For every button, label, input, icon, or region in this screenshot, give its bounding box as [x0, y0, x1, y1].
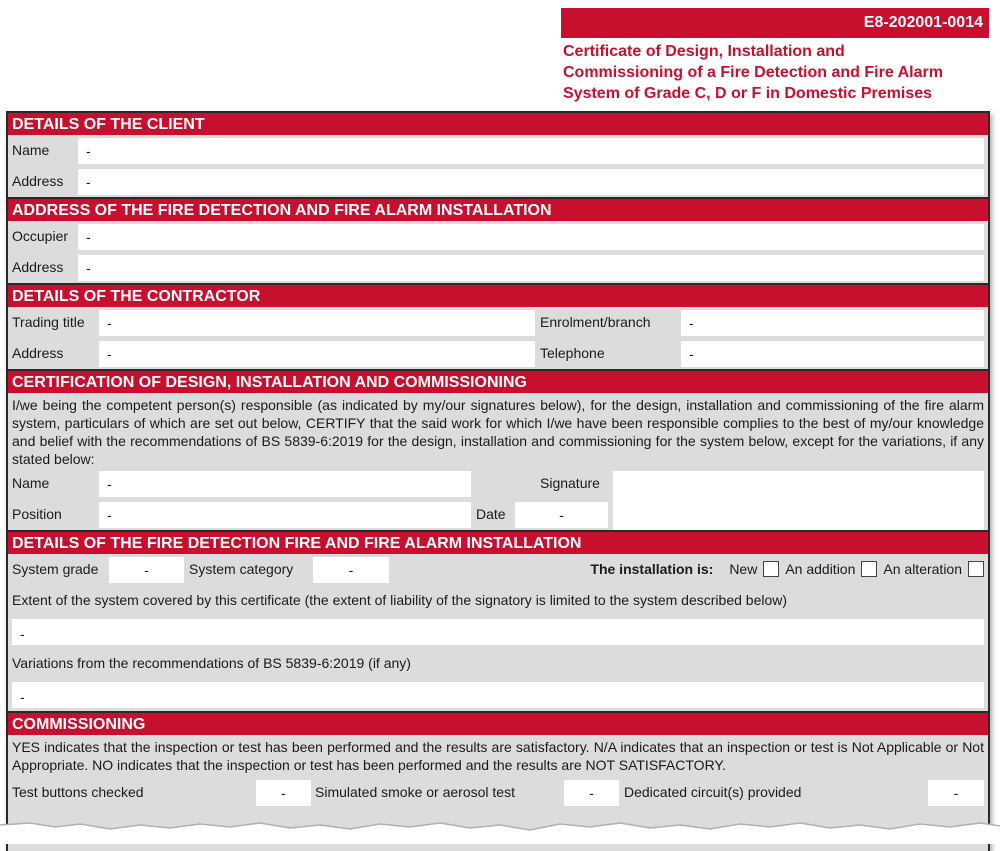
enrolment-label: Enrolment/branch [540, 314, 651, 330]
certificate-form [6, 111, 990, 851]
extent-field[interactable]: - [12, 619, 984, 645]
client-name-row [8, 135, 988, 166]
section-installation-heading: DETAILS OF THE FIRE DETECTION FIRE AND FIRE ALARM INSTALLATION [8, 530, 988, 554]
commissioning-item-value[interactable]: - [928, 780, 984, 806]
signature-label: Signature [540, 475, 600, 491]
client-address-row [8, 166, 988, 197]
section-contractor-heading: DETAILS OF THE CONTRACTOR [8, 283, 988, 307]
signature-field[interactable] [613, 471, 984, 530]
trading-title-field[interactable]: - [99, 310, 535, 336]
variations-label: Variations from the recommendations of BS 5839-6:2019 (if any) [12, 655, 411, 671]
position-label: Position [12, 506, 62, 522]
installation-address-field[interactable]: - [78, 255, 984, 281]
section-client-heading: DETAILS OF THE CLIENT [8, 113, 988, 135]
system-category-label: System category [189, 561, 294, 577]
contractor-address-label: Address [12, 345, 64, 361]
commissioning-item-label: Dedicated circuit(s) provided [624, 784, 802, 800]
client-name-label: Name [12, 142, 50, 158]
title-line: Commissioning of a Fire Detection and Fire Alarm [563, 64, 943, 81]
option-addition-label: An addition [785, 561, 856, 577]
contractor-row-2 [8, 338, 988, 369]
option-alteration-label: An alteration [883, 561, 962, 577]
title-line: Certificate of Design, Installation and [563, 43, 845, 60]
installation-address-label: Address [12, 259, 64, 275]
date-field[interactable]: - [515, 502, 608, 528]
certification-statement: I/we being the competent person(s) responsible (as indicated by my/our signatures below), for the design, installation and commissioning of the fire alarm system, particulars of which are set out below, CERTIFY that the said work for which I/we have been responsible complies to the best of my/our knowledge and belief with the recommendations of BS 5839-6:2019 for the design, installation and commissioning for the system below, except for the variations, if any stated below: [12, 397, 984, 467]
telephone-label: Telephone [540, 345, 605, 361]
installation-address-row [8, 252, 988, 283]
extent-label: Extent of the system covered by this certificate (the extent of liability of the signatory is limited to the system described below) [12, 592, 788, 608]
client-address-field[interactable]: - [78, 169, 984, 195]
new-checkbox[interactable] [763, 561, 779, 577]
cert-name-field[interactable]: - [99, 471, 471, 497]
installation-is-label: The installation is: [590, 561, 714, 577]
addition-checkbox[interactable] [861, 561, 877, 577]
contractor-row-1 [8, 307, 988, 338]
client-address-label: Address [12, 173, 64, 189]
section-installation-address-heading: ADDRESS OF THE FIRE DETECTION AND FIRE ALARM INSTALLATION [8, 197, 988, 221]
commissioning-item-value[interactable]: - [564, 780, 619, 806]
commissioning-item-value[interactable]: - [256, 780, 311, 806]
alteration-checkbox[interactable] [968, 561, 984, 577]
variations-label-row [8, 648, 988, 679]
installation-type [590, 554, 984, 585]
certificate-title [563, 41, 993, 104]
option-new-label: New [729, 561, 758, 577]
trading-title-label: Trading title [12, 314, 85, 330]
date-label: Date [476, 506, 506, 522]
system-grade-field[interactable]: - [109, 557, 184, 583]
enrolment-field[interactable]: - [681, 310, 984, 336]
occupier-field[interactable]: - [78, 224, 984, 250]
commissioning-statement: YES indicates that the inspection or test has been performed and the results are satisfactory. N/A indicates that an inspection or test is Not Applicable or Not Appropriate. NO indicates that the inspection or test has been performed and the results are NOT SATISFACTORY. [12, 739, 984, 773]
extent-label-row [8, 585, 988, 616]
system-grade-label: System grade [12, 561, 99, 577]
title-line: System of Grade C, D or F in Domestic Premises [563, 85, 933, 102]
commissioning-item-label: Simulated smoke or aerosol test [315, 784, 515, 800]
system-category-field[interactable]: - [313, 557, 389, 583]
position-field[interactable]: - [99, 502, 471, 528]
certificate-number: E8-202001-0014 [561, 8, 989, 38]
variations-field[interactable]: - [12, 682, 984, 708]
cert-name-label: Name [12, 475, 50, 491]
commissioning-item-label: Test buttons checked [12, 784, 144, 800]
section-certification-heading: CERTIFICATION OF DESIGN, INSTALLATION AND COMMISSIONING [8, 369, 988, 393]
telephone-field[interactable]: - [681, 341, 984, 367]
signature-block [8, 468, 988, 530]
installation-grade-row [8, 554, 988, 585]
contractor-address-field[interactable]: - [99, 341, 535, 367]
commissioning-row [8, 777, 988, 808]
occupier-row [8, 221, 988, 252]
section-commissioning-heading: COMMISSIONING [8, 711, 988, 735]
occupier-label: Occupier [12, 228, 69, 244]
client-name-field[interactable]: - [78, 138, 984, 164]
